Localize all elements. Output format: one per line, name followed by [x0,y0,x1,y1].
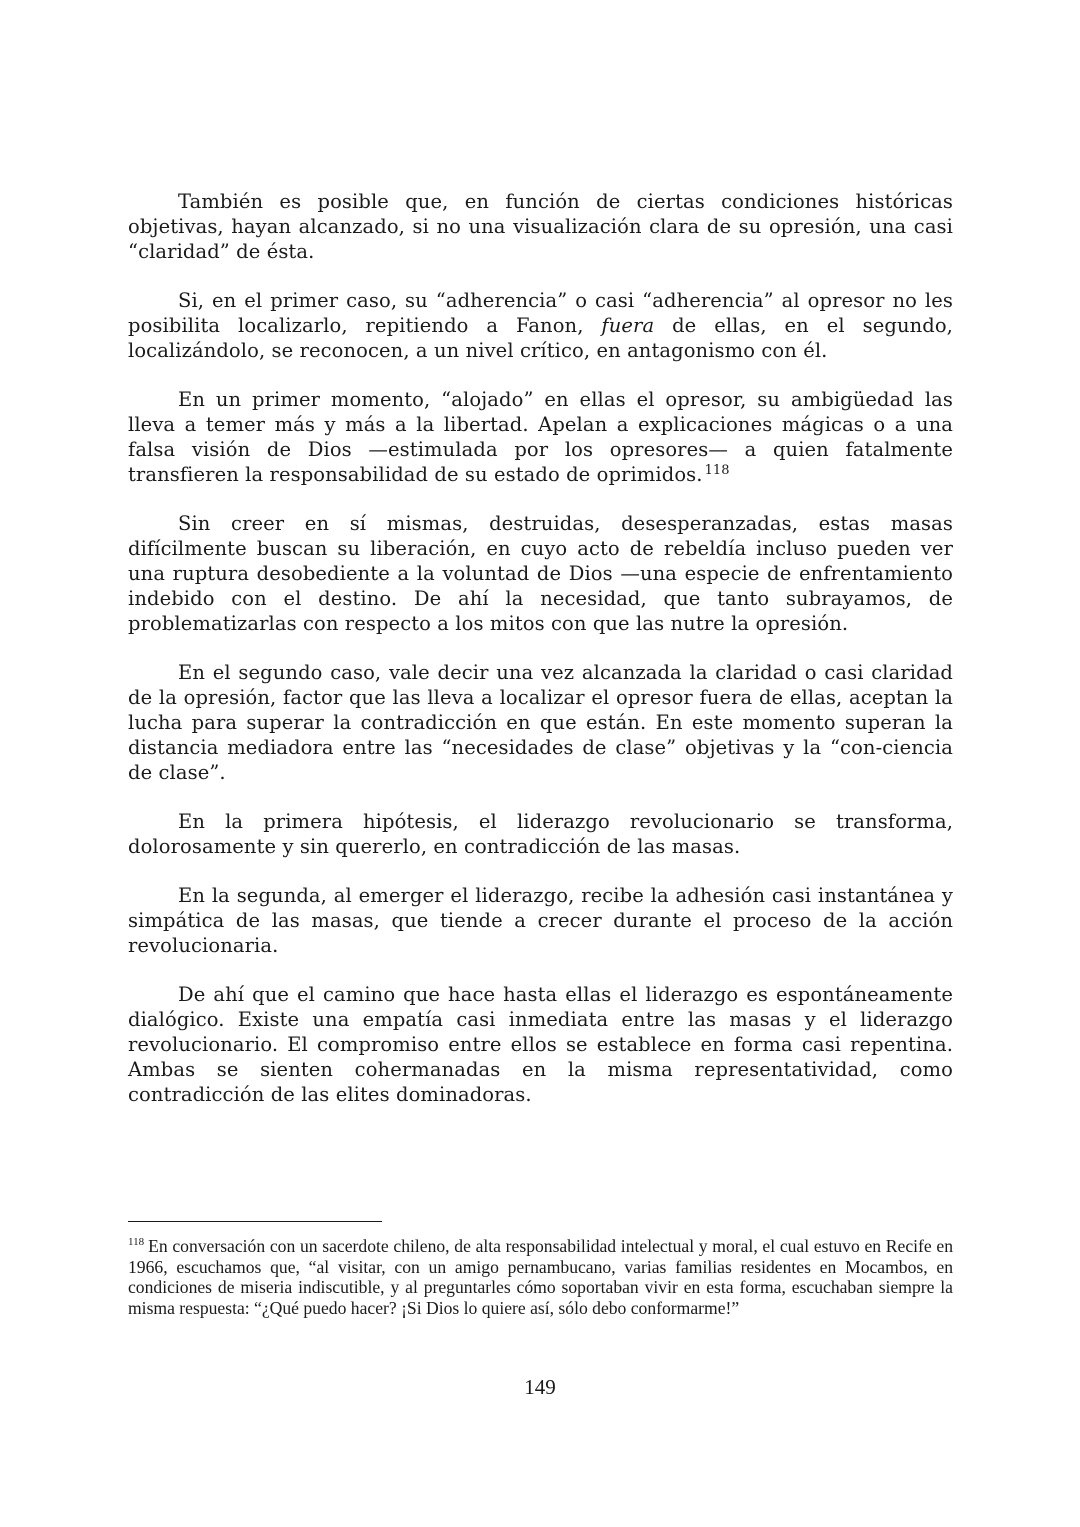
page-number: 149 [524,1375,556,1399]
paragraph: En la primera hipótesis, el liderazgo revolucionario se transforma, dolorosamente y sin quererlo, en contradicción de las masas. [128,810,953,858]
footnote-divider [128,1221,382,1222]
footnote [128,1236,953,1318]
footnote-text: En conversación con un sacerdote chileno, de alta responsabilidad intelectual y moral, el cual estuvo en Recife en 1966, escuchamos que, “al visitar, con un amigo pernambucano, varias familias residentes en Mocambos, en condiciones de miseria indiscutible, y al preguntarles cómo soportaban vivir en esta forma, escuchaban siempre la misma respuesta: “¿Qué puedo hacer? ¡Si Dios lo quiere así, sólo debo conformarme!” [128,1236,953,1318]
paragraph: Si, en el primer caso, su “adherencia” o casi “adherencia” al opresor no les posibilita localizarlo, repitiendo a Fanon, fuera de ellas, en el segundo, localizándolo, se reconocen, a un nivel crítico, en antagonismo con él. [128,289,953,362]
paragraph: En el segundo caso, vale decir una vez alcanzada la claridad o casi claridad de la opresión, factor que las lleva a localizar el opresor fuera de ellas, aceptan la lucha para superar la contradicción en que están. En este momento superan la distancia mediadora entre las “necesidades de clase” objetivas y la “con-ciencia de clase”. [128,661,953,784]
italic-word: fuera [601,314,655,337]
paragraph: En la segunda, al emerger el liderazgo, recibe la adhesión casi instantánea y simpática de las masas, que tiende a crecer durante el proceso de la acción revolucionaria. [128,884,953,957]
paragraph: Sin creer en sí mismas, destruidas, desesperanzadas, estas masas difícilmente buscan su liberación, en cuyo acto de rebeldía incluso pueden ver una ruptura desobediente a la voluntad de Dios —una especie de enfrentamiento indebido con el destino. De ahí la necesidad, que tanto subrayamos, de problematizarlas con respecto a los mitos con que las nutre la opresión. [128,512,953,635]
paragraph: En un primer momento, “alojado” en ellas el opresor, su ambigüedad las lleva a temer más y más a la libertad. Apelan a explicaciones mágicas o a una falsa visión de Dios —estimulada por los opresores— a quien fatalmente transfieren la responsabilidad de su estado de oprimidos. $^{118}$ [128,388,953,486]
main-text [128,189,953,1131]
footnote-number: 118 [128,1236,145,1249]
paragraph: También es posible que, en función de ciertas condiciones históricas objetivas, hayan alcanzado, si no una visualización clara de su opresión, una casi “claridad” de ésta. [128,190,953,263]
paragraph: De ahí que el camino que hace hasta ellas el liderazgo es espontáneamente dialógico. Existe una empatía casi inmediata entre las masas y el liderazgo revolucionario. El compromiso entre ellos se establece en forma casi repentina. Ambas se sienten cohermanadas en la misma representatividad, como contradicción de las elites dominadoras. [128,983,953,1106]
footnote-reference[interactable]: 118 [704,462,730,478]
